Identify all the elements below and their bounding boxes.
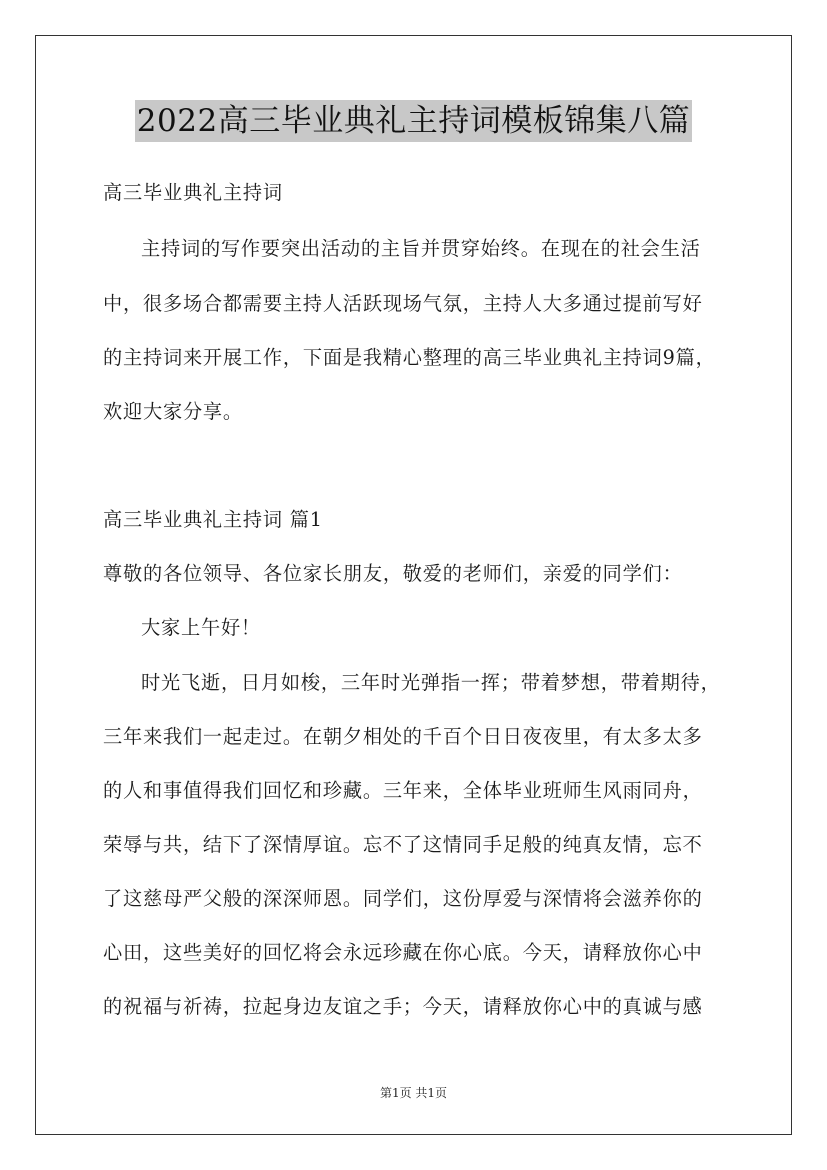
paragraph-line: 的主持词来开展工作，下面是我精心整理的高三毕业典礼主持词9篇，	[103, 346, 716, 369]
paragraph-line: 中，很多场合都需要主持人活跃现场气氛，主持人大多通过提前写好	[103, 292, 703, 315]
paragraph-line: 心田，这些美好的回忆将会永远珍藏在你心底。今天，请释放你心中	[103, 941, 703, 964]
section-heading: 高三毕业典礼主持词	[103, 181, 283, 204]
salutation-line: 尊敬的各位领导、各位家长朋友，敬爱的老师们，亲爱的同学们：	[103, 562, 683, 585]
paragraph-line: 了这慈母严父般的深深师恩。同学们，这份厚爱与深情将会滋养你的	[103, 887, 703, 910]
paragraph-line: 荣辱与共，结下了深情厚谊。忘不了这情同手足般的纯真友情，忘不	[103, 833, 703, 856]
page-number-footer: 第1页 共1页	[379, 1086, 448, 1100]
title-container	[0, 100, 827, 142]
paragraph-line: 欢迎大家分享。	[103, 400, 243, 423]
greeting-line: 大家上午好！	[141, 616, 261, 639]
section-heading: 高三毕业典礼主持词 篇1	[103, 508, 323, 531]
paragraph-line: 时光飞逝，日月如梭，三年时光弹指一挥；带着梦想，带着期待，	[141, 671, 721, 694]
paragraph-line: 的祝福与祈祷，拉起身边友谊之手；今天，请释放你心中的真诚与感	[103, 995, 703, 1018]
paragraph-line: 三年来我们一起走过。在朝夕相处的千百个日日夜夜里，有太多太多	[103, 725, 703, 748]
paragraph-line: 主持词的写作要突出活动的主旨并贯穿始终。在现在的社会生活	[141, 237, 701, 260]
document-title: 2022高三毕业典礼主持词模板锦集八篇	[135, 100, 692, 142]
paragraph-line: 的人和事值得我们回忆和珍藏。三年来，全体毕业班师生风雨同舟，	[103, 779, 703, 802]
